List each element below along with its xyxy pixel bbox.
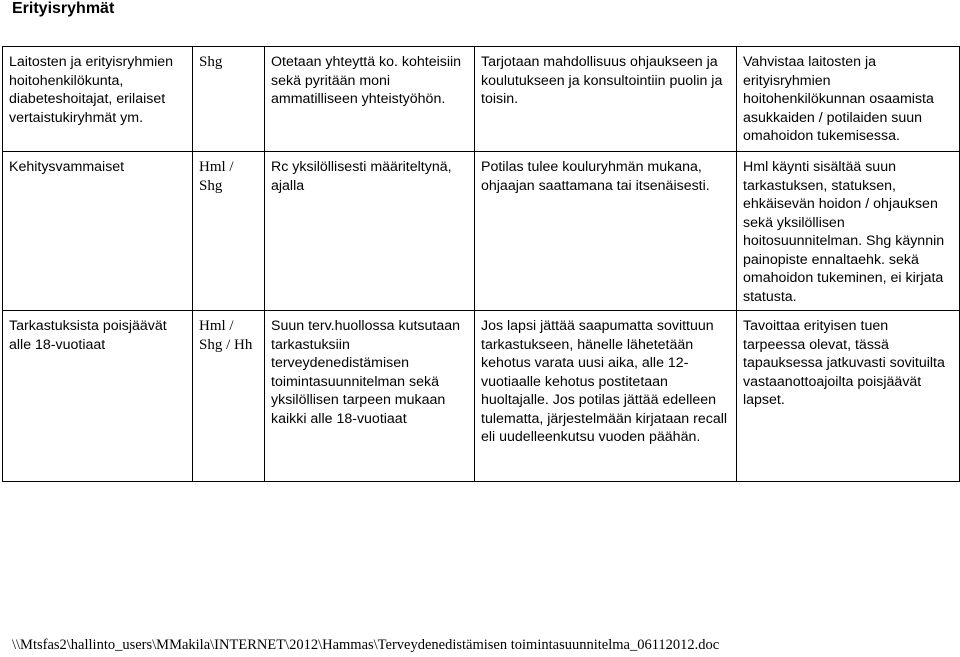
staff-cell: Hml / Shg — [193, 152, 265, 311]
goal-cell: Tavoittaa erityisen tuen tarpeessa olevat, tässä tapauksessa jatkuvasti sovituilta vastaanottoajoilta poisjäävät lapset. — [737, 311, 960, 482]
staff-cell: Shg — [193, 47, 265, 152]
action-cell: Jos lapsi jättää saapumatta sovittuun tarkastukseen, hänelle lähetetään kehotus varata uusi aika, alle 12-vuotiaalle kehotus postitetaan huoltajalle. Jos potilas jättää edelleen tulematta, järjestelmään kirjataan recall eli uudelleenkutsu vuoden päähän. — [475, 311, 737, 482]
staff-cell: Hml / Shg / Hh — [193, 311, 265, 482]
method-cell: Rc yksilöllisesti määriteltynä, ajalla — [265, 152, 475, 311]
action-cell: Tarjotaan mahdollisuus ohjaukseen ja koulutukseen ja konsultointiin puolin ja toisin. — [475, 47, 737, 152]
group-cell: Laitosten ja erityisryhmien hoitohenkilökunta, diabeteshoitajat, erilaiset vertaistukiryhmät ym. — [3, 47, 193, 152]
group-cell: Tarkastuksista poisjäävät alle 18-vuotiaat — [3, 311, 193, 482]
method-cell: Otetaan yhteyttä ko. kohteisiin sekä pyritään moni ammatilliseen yhteistyöhön. — [265, 47, 475, 152]
method-cell: Suun terv.huollossa kutsutaan tarkastuksiin terveydenedistämisen toimintasuunnitelman sekä yksilöllisen tarpeen mukaan kaikki alle 18-vuotiaat — [265, 311, 475, 482]
goal-cell: Vahvistaa laitosten ja erityisryhmien hoitohenkilökunnan osaamista asukkaiden / potilaiden suun omahoidon tukemisessa. — [737, 47, 960, 152]
page-title: Erityisryhmät — [12, 0, 115, 17]
table-row — [3, 311, 960, 482]
table-row — [3, 152, 960, 311]
group-cell: Kehitysvammaiset — [3, 152, 193, 311]
goal-cell: Hml käynti sisältää suun tarkastuksen, statuksen, ehkäisevän hoidon / ohjauksen sekä yksilöllisen hoitosuunnitelman. Shg käynnin painopiste ennaltaehk. sekä omahoidon tukeminen, ei kirjata statusta. — [737, 152, 960, 311]
action-cell: Potilas tulee kouluryhmän mukana, ohjaajan saattamana tai itsenäisesti. — [475, 152, 737, 311]
file-path-footer: \\Mtsfas2\hallinto_users\MMakila\INTERNET\2012\Hammas\Terveydenedistämisen toimintasuunnitelma_06112012.doc — [12, 637, 720, 653]
table-row — [3, 47, 960, 152]
special-groups-table — [2, 46, 960, 482]
